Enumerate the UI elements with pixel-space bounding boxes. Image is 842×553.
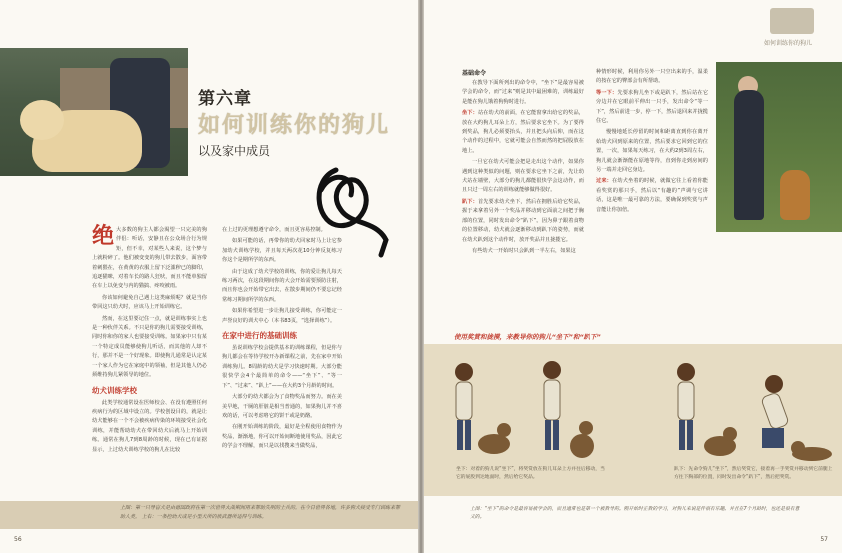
paragraph: 如果可能的话，再带你的幼犬回家时马上让它参加幼犬训练学校，并且每天两次花10分钟反复练习你这个是期所学的东西。 [222,238,342,264]
paragraph: 在教导下面所列出的命令中，“坐下”是最容易被学会的命令，而“过来”则是其中最困难的，训练最好是能在狗儿饿着狗狗时进行。 [462,80,584,105]
header-thumbnail [770,8,814,34]
paragraph: 在幼犬坐着的时候，就做它往上看着你能看奖赏的那只手，然后以“有趣的”声调与它讲话，这是唯一最可靠的方法，要确保到奖赏与声音能让你加倍。 [596,178,708,213]
guide-dog-photo [0,48,188,176]
right-column-2 [596,68,708,217]
footer-caption: 上图：“坐下”的命令是最容易被学会的，而且通常也是第一个被教导的。刚开始时正教的学习，对狗儿来说是件很有乐趣。并且在7个月龄时，也还是很有意义的。 [470,507,800,520]
paragraph: 在刚开始训练的阶段，最好是全程使用食物作为奖品，渐渐地，你可以开始间断地使用奖品，因此它的学会不理解，而只是以找搜来当做奖品， [222,424,342,450]
command-label: 等一下： [596,89,618,96]
paragraph: 一旦它在幼犬可能会把是走出这个动作，如果你遇到这种类似的问题，则在要求它坐下之前，先让幼犬站在墙壁，大部分的狗儿都能很快学会这动作，而且只过一周左右的训练就能够做得很好。 [462,159,584,194]
chapter-number: 第六章 [198,89,252,109]
right-column-1 [462,68,584,258]
drop-cap: 绝 [92,223,115,249]
paragraph: 你该如何避免自己遇上这类麻烦呢？就是当你带回这只幼犬时，应该马上开始训练它。 [92,294,207,311]
training-photo [716,62,842,232]
figure-caption: 坐下：对着的狗儿说“坐下”，将奖赏放在狗儿耳朵上方并往后移动，当它的屁股到达地面时，然后给它奖品。 [456,467,605,480]
chapter-title: 如何训练你的狗儿 [198,112,391,138]
chapter-subtitle: 以及家中成员 [198,144,271,158]
paragraph: 先要求狗儿坐下或是趴下，然后站在它旁边并在它眼前平伸出一只手，发出命令“等一下”，然后前进一步，停一下，然后退回来并拢揽住它。 [596,89,708,125]
paragraph: 有些幼犬一开始时只会趴到一半左右，如果这 [472,247,576,254]
paragraph: 由于这成了幼犬学校的训练，你的爱让狗儿每天练习两次，在这段期间你的大会开始需要预防注射，而且你也会开始带它出去，在散步期间仍不要忘记经常练习期间所学的东西。 [222,268,342,303]
paragraph: 此类学校通常设在医师校会、在没有遵照任何疾病行为的区域中设立的。学校创设目的，就是让幼犬能够在一个不会被疾病传染的环境接受社会化训练，并能帮助幼犬在带回幼犬后就马上开始训练。通常在狗儿7到8周龄的时候，现在已有证据显示，上过幼犬训练学校的狗儿在比较 [92,399,207,453]
paragraph: 在上过的更理想遵守命令，而且更容易控制。 [222,227,326,233]
left-column-1 [92,223,207,457]
page-number: 56 [14,536,22,543]
command-label: 趴下： [462,198,478,205]
photo-caption: 上图：第一只导盲犬是由德国政府在第一次世界大战期间用来帮助失明的士兵的。在今日世界各地，许多狗犬接受专门训练来帮助人类。 上右：一条控幼犬或是小型犬所的彼武器所适得与训练。 [120,505,401,520]
section-heading: 基础命令 [462,70,487,77]
caption-band [0,501,418,529]
paragraph: 慢慢地延长停留的时间和距离直到你在离开始幼犬回到原来的位置，然后要求它回到它的位置，一次，如果每天练习，在大约2到3周左右，狗儿就会渐渐能在原地等待，直到你走到房间的另一端并走回它身边。 [596,129,708,174]
paragraph: 如果你希望进一步让狗儿接受训练，你可能定一声誉良好的训犬中心（本书83页，“选择训练”）。 [222,308,342,324]
left-column-2 [222,226,342,454]
section-heading: 在家中进行的基础训练 [222,331,297,341]
command-label: 坐下： [462,110,478,117]
figure-caption: 趴下：先命令狗儿“坐下”，然后奖赏它，接着再一手奖赏并移动到它前腿上方往下胸部的位置，同时发出命令“趴下”，然后把奖赏。 [674,467,833,480]
illustration-strip [424,344,842,496]
running-header: 如何训练你的狗儿 [763,40,812,47]
left-page [0,0,418,553]
illustration-title: 使用奖赏和拢摸，来教导你的狗儿“坐下”和“趴下” [454,333,601,341]
paragraph: 然而，在这里要记住一点，就是训练事实上也是一种伙伴关系。不只是你的狗儿需要接受训练，同时你和你的家人也要接受训练。如果家中只有某一个特定成员能够使狗儿听话，而其他的人却不行，那并不是一个好现象。即使狗儿通常是认定某一个家人作为它在家庭中的领袖，但是其他人仍必须维持狗儿紧领导的地位。 [92,315,207,379]
command-label: 过来： [596,178,613,185]
page-number: 57 [820,536,828,543]
paragraph: 大部分的幼犬都会为了食物奖品而努力。而在美美早地，干厕的肝脏是相当普通的，如果狗儿并不喜欢的话，可以考虑咯它的饼干或是奶酪。 [222,394,342,419]
paragraph: 大多数的狗主人都会渴望一只完美的狗伴侣：听话，安静且在公众场合行为规矩，但不幸，对某些人来说，这个梦与上就粉碎了。他们被变变的狗儿带去散步，面容带着刺猥在，在黄黄的衣服上留下泛滥秽已的脚印，追逐猫咪，对着车长的路人狂吠，而且不能单独留在车上以免变与内的猫搞、疼咬被雨。 [92,227,207,290]
paragraph: 种情形时候，利用你另外一只空出来的手，温柔的按在它的臀部会有所帮助。 [596,69,708,85]
paragraph: 站在幼犬的前面，在它能窗拿出给它的奖品，放在大约狗儿耳朵上方，然后要求它坐下。为了要得到奖品，狗儿必须要抬头，并且把头向后仰，而在这个动作的过程中，它就可能会自然而然的把屁股放在地上。 [462,110,584,154]
paragraph: 首先要求幼犬坐下，然后在拥胜后给它奖品，握于来拿着另外一个奖品并移动到它面前之间把于胸部的位置，同时发出命令“趴下”。因为鼻子跟着食物的位置移动，幼犬就会逐渐移动到趴下的姿势，而就在幼犬趴到这个动作时，放开奖品并且拢揽它。 [462,198,584,243]
paragraph: 虽说训练学校会提供基本的训练课程，但是你与狗儿都会在等待学校开办新课程之前，先在家中开始训练狗儿。8周龄的幼犬是学习快速时期。大部分能很快学会4个最简单的命令——“坐下”、“等一下”、“过来”、“趴上”——在大约3个月龄的时间。 [222,345,342,389]
section-heading: 幼犬训练学校 [92,385,137,395]
